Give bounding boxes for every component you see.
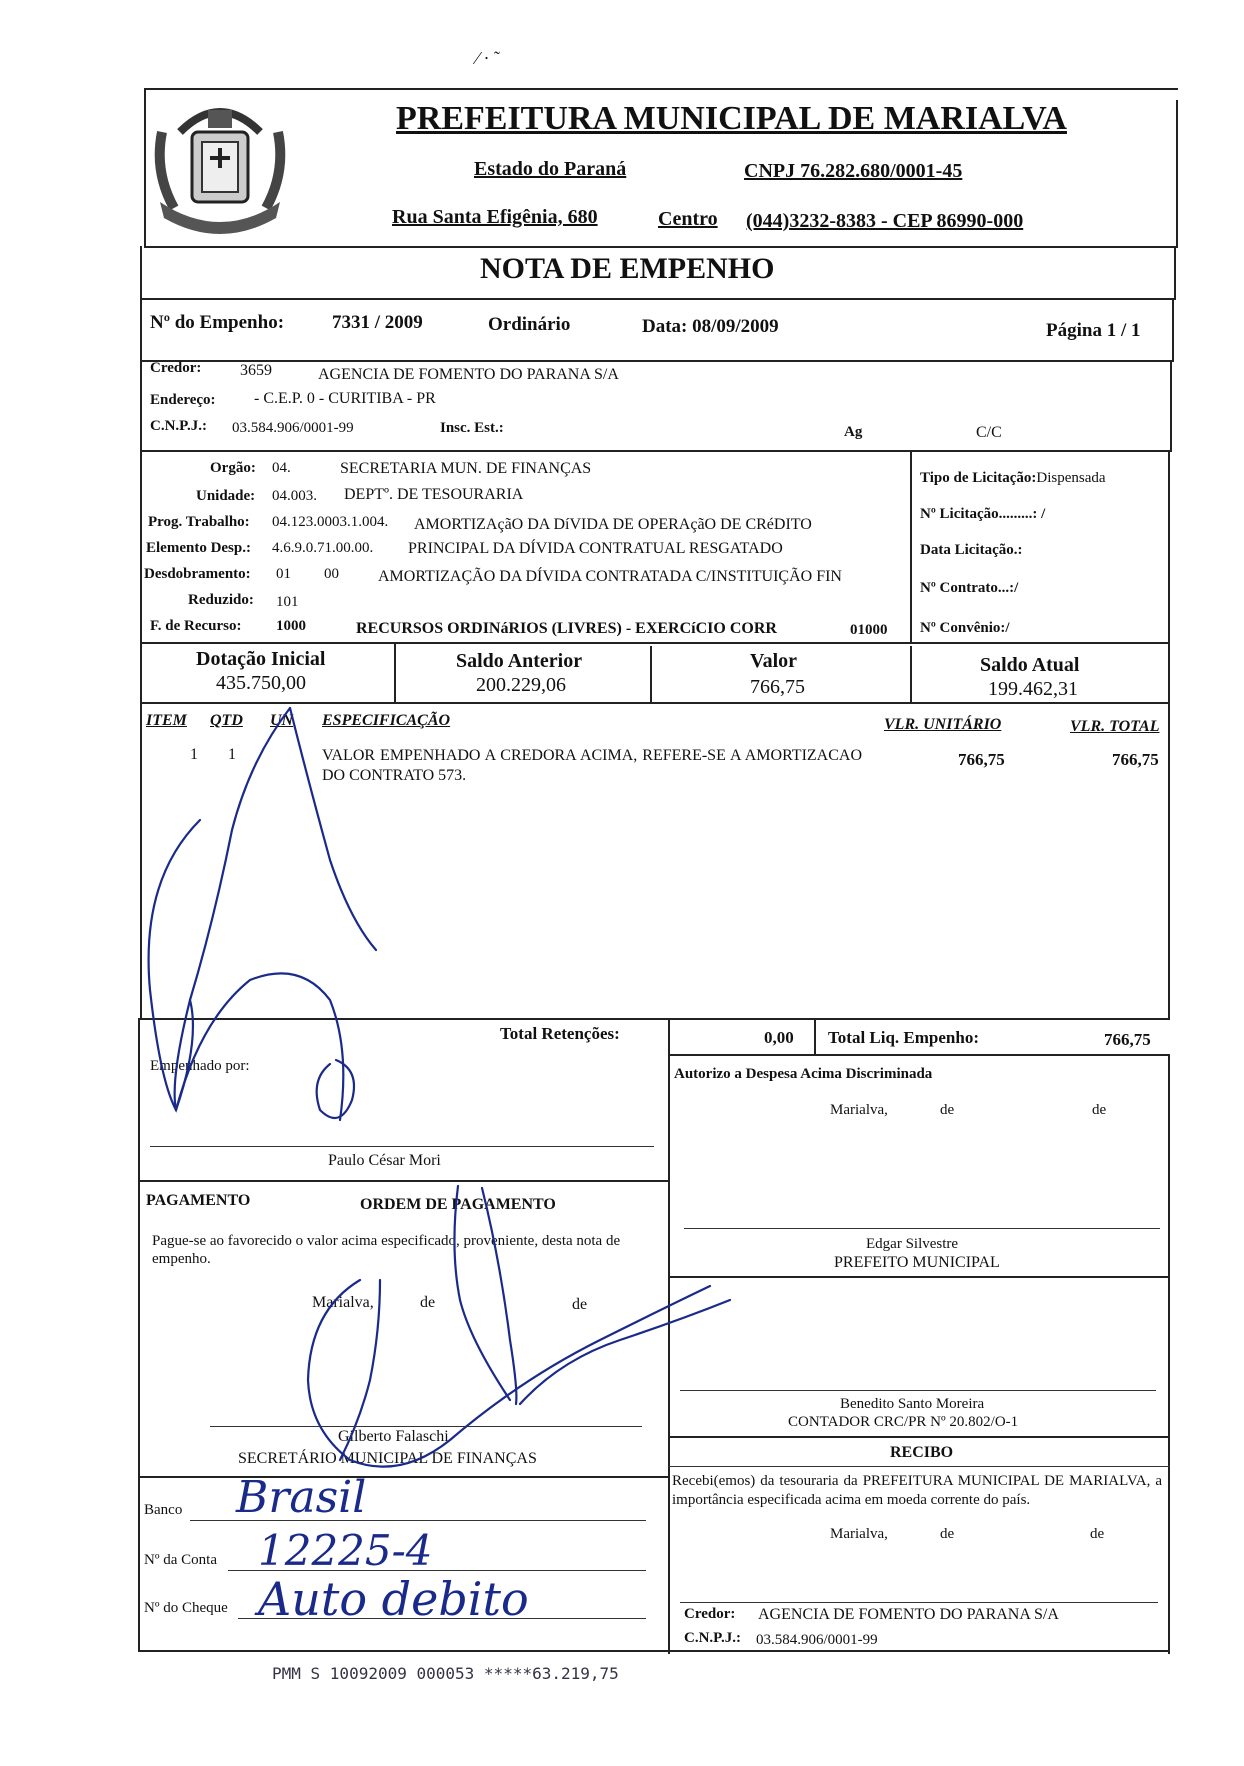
recibo-title: RECIBO	[890, 1444, 954, 1461]
reduzido-value: 101	[276, 594, 299, 610]
signer-gilberto-role: SECRETÁRIO MUNICIPAL DE FINANÇAS	[238, 1450, 537, 1467]
marialva-text: Marialva,	[830, 1526, 888, 1542]
cheque-label: Nº do Cheque	[144, 1600, 228, 1616]
conta-value: 12225-4	[258, 1526, 433, 1575]
recibo-cnpj-label: C.N.P.J.:	[684, 1630, 741, 1646]
page-title: PREFEITURA MUNICIPAL DE MARIALVA	[396, 100, 1067, 137]
elem-label: Elemento Desp.:	[146, 540, 251, 556]
de-text: de	[572, 1296, 588, 1313]
signer-edgar-role: PREFEITO MUNICIPAL	[834, 1254, 1000, 1271]
phone-cep-text: (044)3232-8383 - CEP 86990-000	[746, 210, 1024, 232]
signer-edgar: Edgar Silvestre	[866, 1236, 959, 1252]
col-item: ITEM	[146, 712, 187, 729]
fonte-label: F. de Recurso:	[150, 618, 242, 634]
reduzido-label: Reduzido:	[188, 592, 254, 608]
credor-cnpj-value: 03.584.906/0001-99	[232, 420, 354, 436]
recibo-text: Recebi(emos) da tesouraria da PREFEITURA MUNICIPAL DE MARIALVA, a importância especificada acima em moeda corrente do país.	[672, 1473, 1162, 1508]
col-un: UN	[270, 712, 294, 729]
document-title: NOTA DE EMPENHO	[480, 252, 775, 285]
ag-label: Ag	[844, 424, 863, 440]
total-retencoes-value: 0,00	[764, 1028, 794, 1047]
cnpj-text: CNPJ 76.282.680/0001-45	[744, 160, 963, 182]
banco-label: Banco	[144, 1502, 183, 1518]
unidade-label: Unidade:	[196, 488, 256, 504]
pague-text: Pague-se ao favorecido o valor acima especificado, proveniente, desta nota de empenho.	[152, 1233, 621, 1267]
dotacao-label: Dotação Inicial	[196, 648, 326, 670]
empenho-number: 7331 / 2009	[332, 312, 423, 333]
cc-label: C/C	[976, 424, 1002, 441]
conta-label: Nº da Conta	[144, 1552, 217, 1568]
item-description: VALOR EMPENHADO A CREDORA ACIMA, REFERE-SE A AMORTIZACAO DO CONTRATO 573.	[322, 747, 862, 784]
scan-marks: ⁄ · ˜	[476, 48, 500, 68]
tipo-licitacao: Tipo de Licitação:Dispensada	[920, 470, 1106, 486]
desd-label: Desdobramento:	[144, 566, 251, 582]
item-total-value: 766,75	[1112, 750, 1159, 769]
de-text: de	[420, 1294, 436, 1311]
orgao-desc: SECRETARIA MUN. DE FINANÇAS	[340, 460, 592, 477]
col-qtd: QTD	[210, 712, 243, 729]
credor-name: AGENCIA DE FOMENTO DO PARANA S/A	[318, 366, 619, 383]
item-unit-value: 766,75	[958, 750, 1005, 769]
ordem-pagamento-label: ORDEM DE PAGAMENTO	[360, 1196, 556, 1213]
desd-code1: 01	[276, 566, 291, 582]
recibo-cnpj-value: 03.584.906/0001-99	[756, 1632, 878, 1648]
num-convenio: Nº Convênio:/	[920, 620, 1010, 636]
signer-paulo: Paulo César Mori	[328, 1152, 441, 1169]
valor-label: Valor	[750, 650, 798, 672]
empenho-date: Data: 08/09/2009	[642, 316, 779, 337]
prog-label: Prog. Trabalho:	[148, 514, 250, 530]
credor-label: Credor:	[150, 360, 202, 376]
banco-value: Brasil	[236, 1472, 367, 1523]
elem-desc: PRINCIPAL DA DÍVIDA CONTRATUAL RESGATADO	[408, 540, 783, 557]
empenho-label: Nº do Empenho:	[150, 312, 285, 333]
saldo-anterior-label: Saldo Anterior	[456, 650, 583, 672]
total-liq-label: Total Liq. Empenho:	[828, 1028, 979, 1047]
empenhado-por-label: Empenhado por:	[150, 1058, 250, 1074]
saldo-anterior-value: 200.229,06	[476, 674, 566, 696]
recibo-credor-label: Credor:	[684, 1606, 736, 1622]
credor-cnpj-label: C.N.P.J.:	[150, 418, 207, 434]
state-text: Estado do Paraná	[474, 158, 627, 180]
insc-label: Insc. Est.:	[440, 420, 504, 436]
marialva-text: Marialva,	[312, 1294, 374, 1311]
signer-gilberto: Gilberto Falaschi	[338, 1428, 449, 1445]
col-especificacao: ESPECIFICAÇÃO	[322, 712, 451, 729]
signer-benedito-role: CONTADOR CRC/PR Nº 20.802/O-1	[788, 1414, 1019, 1430]
col-vlr-total: VLR. TOTAL	[1070, 718, 1160, 735]
elem-code: 4.6.9.0.71.00.00.	[272, 540, 374, 556]
desd-code2: 00	[324, 566, 339, 582]
cheque-value: Auto debito	[258, 1572, 529, 1626]
marialva-text: Marialva,	[830, 1102, 888, 1118]
fonte-num: 01000	[850, 622, 888, 638]
dotacao-value: 435.750,00	[216, 672, 306, 694]
num-licitacao: Nº Licitação.........: /	[920, 506, 1046, 522]
desd-desc: AMORTIZAÇÃO DA DÍVIDA CONTRATADA C/INSTITUIÇÃO FIN	[378, 568, 842, 585]
prog-code: 04.123.0003.1.004.	[272, 514, 389, 530]
fonte-desc: RECURSOS ORDINáRIOS (LIVRES) - EXERCíCIO CORR	[356, 620, 777, 637]
fonte-code: 1000	[276, 618, 306, 634]
saldo-atual-label: Saldo Atual	[980, 654, 1080, 676]
recibo-credor-name: AGENCIA DE FOMENTO DO PARANA S/A	[758, 1606, 1059, 1623]
prog-desc: AMORTIZAçãO DA DíVIDA DE OPERAçãO DE CRéDITO	[414, 516, 812, 533]
pagamento-label: PAGAMENTO	[146, 1192, 251, 1209]
district-text: Centro	[658, 208, 718, 230]
autorizo-text: Autorizo a Despesa Acima Discriminada	[674, 1066, 933, 1082]
data-licitacao: Data Licitação.:	[920, 542, 1023, 558]
mechanical-stamp: PMM S 10092009 000053 *****63.219,75	[272, 1664, 619, 1683]
endereco-label: Endereço:	[150, 392, 216, 408]
de-text: de	[1090, 1526, 1105, 1542]
item-number: 1	[190, 746, 198, 763]
address-text: Rua Santa Efigênia, 680	[392, 206, 598, 228]
page-number: Página 1 / 1	[1046, 320, 1141, 341]
credor-code: 3659	[240, 362, 272, 379]
de-text: de	[940, 1102, 955, 1118]
signer-benedito: Benedito Santo Moreira	[840, 1396, 985, 1412]
unidade-desc: DEPTº. DE TESOURARIA	[344, 486, 524, 503]
empenho-type: Ordinário	[488, 314, 571, 335]
total-liq-value: 766,75	[1104, 1030, 1151, 1049]
total-retencoes-label: Total Retenções:	[500, 1024, 620, 1043]
col-vlr-unitario: VLR. UNITÁRIO	[884, 716, 1002, 733]
unidade-code: 04.003.	[272, 488, 317, 504]
de-text: de	[940, 1526, 955, 1542]
num-contrato: Nº Contrato...:/	[920, 580, 1019, 596]
endereco-value: - C.E.P. 0 - CURITIBA - PR	[254, 390, 436, 407]
orgao-code: 04.	[272, 460, 291, 476]
item-qtd: 1	[228, 746, 236, 763]
orgao-label: Orgão:	[210, 460, 256, 476]
de-text: de	[1092, 1102, 1107, 1118]
saldo-atual-value: 199.462,31	[988, 678, 1078, 700]
valor-value: 766,75	[750, 676, 805, 698]
